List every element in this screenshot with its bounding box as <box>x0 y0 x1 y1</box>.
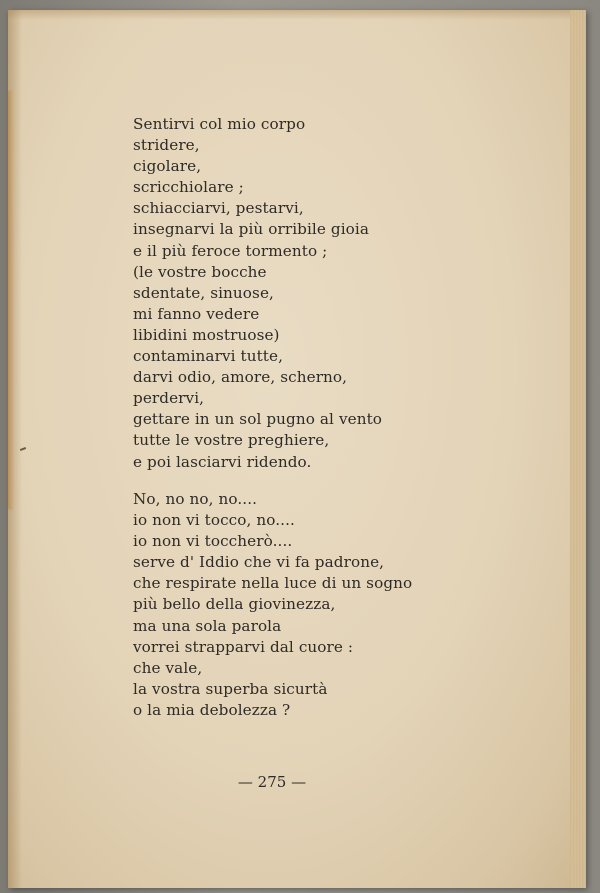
poem-line: gettare in un sol pugno al vento <box>133 410 383 429</box>
book-page <box>8 10 586 888</box>
poem-line: stridere, <box>133 136 200 155</box>
paper-speck <box>20 447 26 451</box>
poem-line: sdentate, sinuose, <box>133 283 274 302</box>
page-top-edge <box>8 10 586 20</box>
poem-line: io non vi tocco, no.... <box>133 511 295 530</box>
poem-line: serve d' Iddio che vi fa padrone, <box>133 553 385 572</box>
poem-line: più bello della giovinezza, <box>133 595 336 614</box>
poem-line: contaminarvi tutte, <box>133 347 284 366</box>
poem-line: (le vostre bocche <box>133 262 267 281</box>
poem-line: che vale, <box>133 658 203 677</box>
poem-line: e poi lasciarvi ridendo. <box>133 452 312 471</box>
page-number: — 275 — <box>237 773 307 791</box>
poem-line: libidini mostruose) <box>133 325 280 344</box>
poem-line: e il più feroce tormento ; <box>133 241 328 260</box>
poem-line: la vostra superba sicurtà <box>133 679 328 698</box>
poem-line: cigolare, <box>133 157 202 176</box>
poem-stanza-2 <box>133 489 412 721</box>
poem-line: io non vi toccherò.... <box>133 532 293 551</box>
poem-line: tutte le vostre preghiere, <box>133 431 330 450</box>
poem-line: schiacciarvi, pestarvi, <box>133 199 304 218</box>
poem-line: ma una sola parola <box>133 616 282 635</box>
poem-line: perdervi, <box>133 389 205 408</box>
poem-stanza-1 <box>133 114 382 473</box>
poem-line: insegnarvi la più orribile gioia <box>133 220 370 239</box>
page-fore-edge <box>570 10 586 888</box>
binding-thread <box>8 90 14 510</box>
poem-line: No, no no, no.... <box>133 490 258 508</box>
poem-line: Sentirvi col mio corpo <box>133 115 306 133</box>
poem-line: o la mia debolezza ? <box>133 700 291 719</box>
poem-line: scricchiolare ; <box>133 178 244 197</box>
poem-line: mi fanno vedere <box>133 304 260 323</box>
poem-line: darvi odio, amore, scherno, <box>133 368 348 387</box>
poem-line: vorrei strapparvi dal cuore : <box>133 637 354 656</box>
poem-line: che respirate nella luce di un sogno <box>133 574 413 593</box>
